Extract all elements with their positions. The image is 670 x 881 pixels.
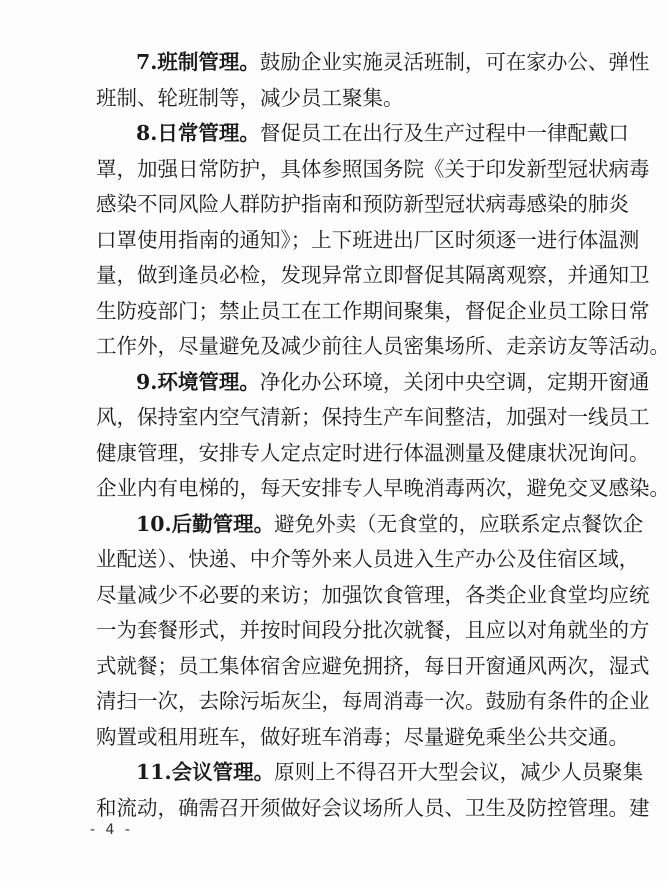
paragraph-line: 健康管理，安排专人定点定时进行体温测量及健康状况询问。	[96, 440, 650, 465]
paragraph-line: 风，保持室内空气清新；保持生产车间整洁，加强对一线员工	[96, 405, 650, 429]
paragraph-text: 督促员工在出行及生产过程中一律配戴口	[259, 121, 629, 145]
paragraph-line: 一为套餐形式，并按时间段分批次就餐，且应以对角就坐的方	[96, 618, 650, 642]
paragraph-line: 尽量减少不必要的来访；加强饮食管理，各类企业食堂均应统	[96, 582, 650, 607]
page-number: - 4 -	[90, 822, 133, 838]
paragraph-text: 净化办公环境，关闭中央空调，定期开窗通	[259, 369, 650, 394]
section-heading: 11.会议管理。	[136, 760, 275, 784]
paragraph-line: 生防疫部门；禁止员工在工作期间聚集，督促企业员工除日常	[96, 298, 650, 323]
section-heading: 9.环境管理。	[136, 369, 260, 394]
paragraph-text: 避免外卖（无食堂的，应联系定点餐饮企	[274, 511, 644, 536]
paragraph-first-line	[136, 754, 644, 790]
section-heading: 10.后勤管理。	[136, 511, 275, 536]
paragraph-line: 和流动，确需召开须做好会议场所人员、卫生及防控管理。建	[96, 795, 650, 820]
paragraph-line: 量，做到逢员必检，发现异常立即督促其隔离观察，并通知卫	[96, 263, 650, 287]
paragraph-text: 鼓励企业实施灵活班制，可在家办公、弹性	[259, 50, 650, 74]
paragraph-line: 口罩使用指南的通知》；上下班进出厂区时须逐一进行体温测	[96, 227, 640, 252]
paragraph-line: 购置或租用班车，做好班车消毒；尽量避免乘坐公共交通。	[96, 724, 629, 749]
paragraph-first-line	[136, 115, 629, 151]
paragraph-line: 罩，加强日常防护，具体参照国务院《关于印发新型冠状病毒	[96, 156, 650, 181]
paragraph-line: 清扫一次，去除污垢灰尘，每周消毒一次。鼓励有条件的企业	[96, 689, 650, 713]
section-heading: 8.日常管理。	[136, 121, 260, 145]
paragraph-first-line	[136, 506, 644, 542]
paragraph-line: 业配送）、快递、中介等外来人员进入生产办公及住宿区域，	[96, 547, 640, 571]
paragraph-line: 班制、轮班制等，减少员工聚集。	[96, 85, 404, 110]
section-heading: 7.班制管理。	[136, 50, 260, 74]
paragraph-line: 企业内有电梯的，每天安排专人早晚消毒两次，避免交叉感染。	[96, 476, 670, 500]
paragraph-first-line	[136, 44, 650, 80]
paragraph-text: 原则上不得召开大型会议，减少人员聚集	[274, 760, 644, 784]
paragraph-line: 感染不同风险人群防护指南和预防新型冠状病毒感染的肺炎	[96, 192, 629, 216]
paragraph-line: 工作外，尽量避免及减少前往人员密集场所、走亲访友等活动。	[96, 334, 670, 358]
paragraph-line: 式就餐；员工集体宿舍应避免拥挤，每日开窗通风两次，湿式	[96, 653, 650, 678]
paragraph-first-line	[136, 364, 650, 400]
